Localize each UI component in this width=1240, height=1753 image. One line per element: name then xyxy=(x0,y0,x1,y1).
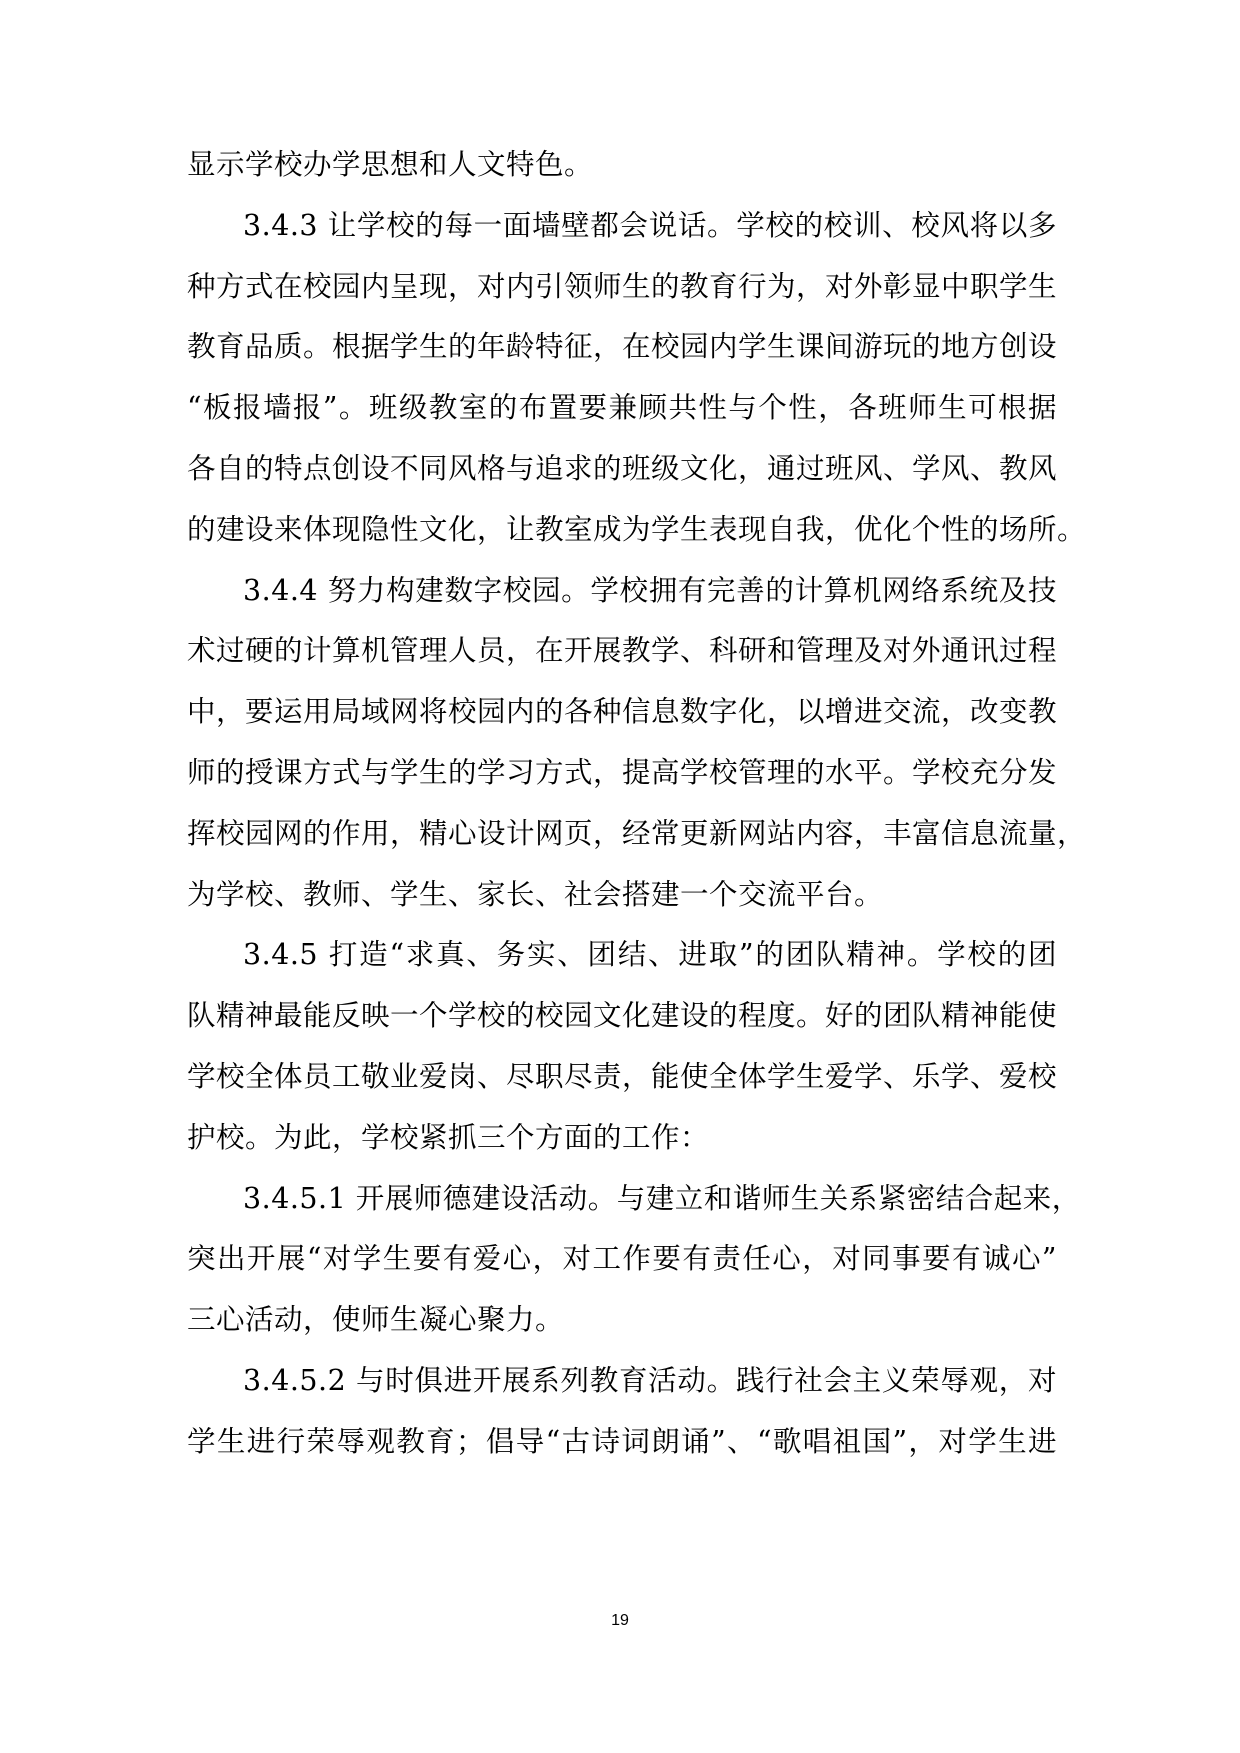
paragraph-line: “板报墙报”。班级教室的布置要兼顾共性与个性，各班师生可根据 xyxy=(187,391,1057,425)
section-heading-3-4-3: 3.4.3 让学校的每一面墙壁都会说话。学校的校训、校风将以多 xyxy=(243,208,1057,242)
paragraph-line: 护校。为此，学校紧抓三个方面的工作： xyxy=(187,1120,710,1154)
paragraph-line: 各自的特点创设不同风格与追求的班级文化，通过班风、学风、教风 xyxy=(187,451,1058,485)
paragraph-line: 学生进行荣辱观教育；倡导“古诗词朗诵”、“歌唱祖国”，对学生进 xyxy=(187,1424,1057,1458)
section-heading-3-4-4: 3.4.4 努力构建数字校园。学校拥有完善的计算机网络系统及技 xyxy=(243,573,1057,607)
paragraph-line: 学校全体员工敬业爱岗、尽职尽责，能使全体学生爱学、乐学、爱校 xyxy=(187,1059,1058,1093)
section-heading-3-4-5: 3.4.5 打造“求真、务实、团结、进取”的团队精神。学校的团 xyxy=(243,938,1057,972)
paragraph-line: 三心活动，使师生凝心聚力。 xyxy=(187,1303,565,1337)
paragraph-line: 挥校园网的作用，精心设计网页，经常更新网站内容，丰富信息流量， xyxy=(187,816,1087,850)
paragraph-line: 种方式在校园内呈现，对内引领师生的教育行为，对外彰显中职学生 xyxy=(187,269,1058,303)
section-heading-3-4-5-2: 3.4.5.2 与时俱进开展系列教育活动。践行社会主义荣辱观，对 xyxy=(243,1363,1057,1397)
paragraph-line: 中，要运用局域网将校园内的各种信息数字化，以增进交流，改变教 xyxy=(187,695,1058,729)
paragraph-line: 的建设来体现隐性文化，让教室成为学生表现自我，优化个性的场所。 xyxy=(187,512,1087,546)
section-heading-3-4-5-1: 3.4.5.1 开展师德建设活动。与建立和谐师生关系紧密结合起来， xyxy=(243,1181,1081,1215)
paragraph-line: 突出开展“对学生要有爱心，对工作要有责任心，对同事要有诚心” xyxy=(187,1242,1057,1276)
paragraph-line: 教育品质。根据学生的年龄特征，在校园内学生课间游玩的地方创设 xyxy=(187,330,1058,364)
body-text xyxy=(187,143,1087,1481)
paragraph-line: 术过硬的计算机管理人员，在开展教学、科研和管理及对外通讯过程 xyxy=(187,634,1058,668)
paragraph-line: 为学校、教师、学生、家长、社会搭建一个交流平台。 xyxy=(187,877,884,911)
page-number: 19 xyxy=(611,1612,629,1629)
paragraph-line: 显示学校办学思想和人文特色。 xyxy=(187,148,594,181)
paragraph-line: 师的授课方式与学生的学习方式，提高学校管理的水平。学校充分发 xyxy=(187,755,1058,789)
paragraph-line: 队精神最能反映一个学校的校园文化建设的程度。好的团队精神能使 xyxy=(187,999,1058,1033)
